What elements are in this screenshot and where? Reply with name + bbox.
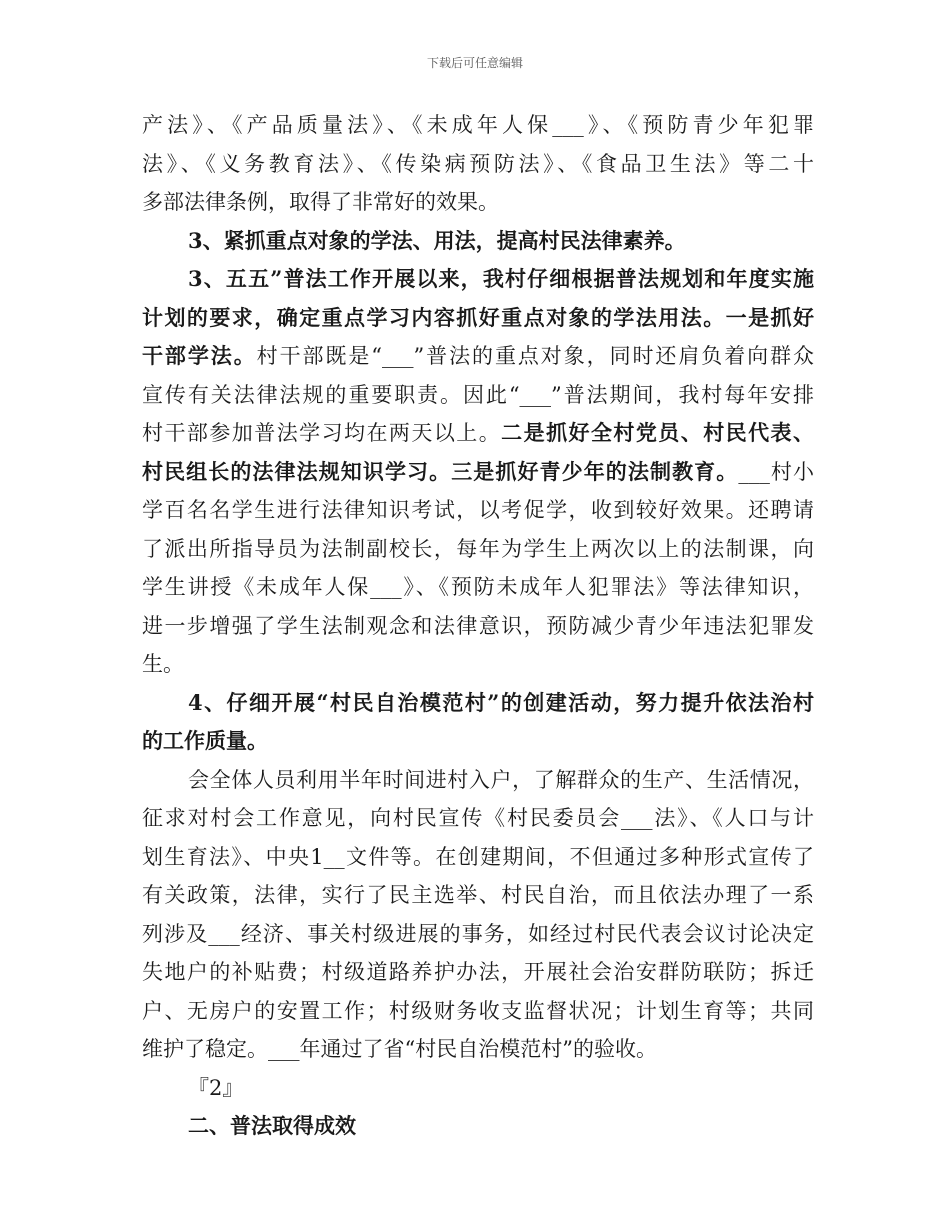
section-heading: 二、普法取得成效 [188,1113,356,1138]
text-line [142,414,814,453]
page-header: 下载后可任意编辑 [426,56,523,70]
section-heading: 4、仔细开展“村民自治模范村”的创建活动，努力提升依法治村 [188,689,814,715]
text-line: 划生育法》、中央1__文件等。在创建期间，不但通过多种形式宣传了 [142,844,814,869]
text-line: 生。 [142,652,184,676]
text-line: 计划的要求，确定重点学习内容抓好重点对象的学法用法。一是抓好 [142,304,814,330]
section-heading: 的工作质量。 [142,728,268,753]
text-bold-span: 干部学法。 [142,343,257,368]
text-span: 村干部既是“___”普法的重点对象，同时还肩负着向群众 [256,344,814,368]
text-line: 失地户的补贴费；村级道路养护办法，开展社会治安群防联防；拆迁 [142,960,814,984]
page-marker: 『2』 [188,1075,244,1100]
text-line: 多部法律条例，取得了非常好的效果。 [142,190,499,214]
text-line: 3、五五”普法工作开展以来，我村仔细根据普法规划和年度实施 [188,266,814,291]
text-line: 宣传有关法律法规的重要职责。因此“___”普法期间，我村每年安排 [142,382,814,407]
document-body [142,106,814,1146]
text-line: 有关政策，法律，实行了民主选举、村民自治，而且依法办理了一系 [142,883,814,907]
text-line [142,453,814,492]
text-line: 进一步增强了学生法制观念和法律意识，预防减少青少年违法犯罪发 [142,613,814,638]
text-line: 学百名名学生进行法律知识考试，以考促学，收到较好效果。还聘请 [142,498,814,522]
text-span: ___村小 [738,459,814,484]
text-line: 列涉及___经济、事关村级进展的事务，如经过村民代表会议讨论决定 [142,921,814,946]
text-line: 户、无房户的安置工作；村级财务收支监督状况；计划生育等；共同 [142,998,814,1023]
text-line: 法》、《义务教育法》、《传染病预防法》、《食品卫生法》等二十 [142,151,814,176]
text-line: 征求对村会工作意见，向村民宣传《村民委员会___法》、《人口与计 [142,806,814,830]
text-line [142,337,814,376]
text-line: 学生讲授《未成年人保___》、《预防未成年人犯罪法》等法律知识， [142,575,814,599]
text-bold-span: 村民组长的法律法规知识学习。三是抓好青少年的法制教育。 [142,458,739,484]
section-heading: 3、紧抓重点对象的学法、用法，提高村民法律素养。 [188,227,686,253]
text-line: 维护了稳定。___年通过了省“村民自治模范村”的验收。 [142,1037,657,1061]
text-span: 村干部参加普法学习均在两天以上。 [142,421,502,445]
text-line: 会全体人员利用半年时间进村入户，了解群众的生产、生活情况， [188,767,814,792]
text-line: 了派出所指导员为法制副校长，每年为学生上两次以上的法制课，向 [142,536,814,561]
text-bold-span: 二是抓好全村党员、村民代表、 [501,420,814,445]
text-line: 产法》、《产品质量法》、《未成年人保___》、《预防青少年犯罪 [142,113,814,137]
